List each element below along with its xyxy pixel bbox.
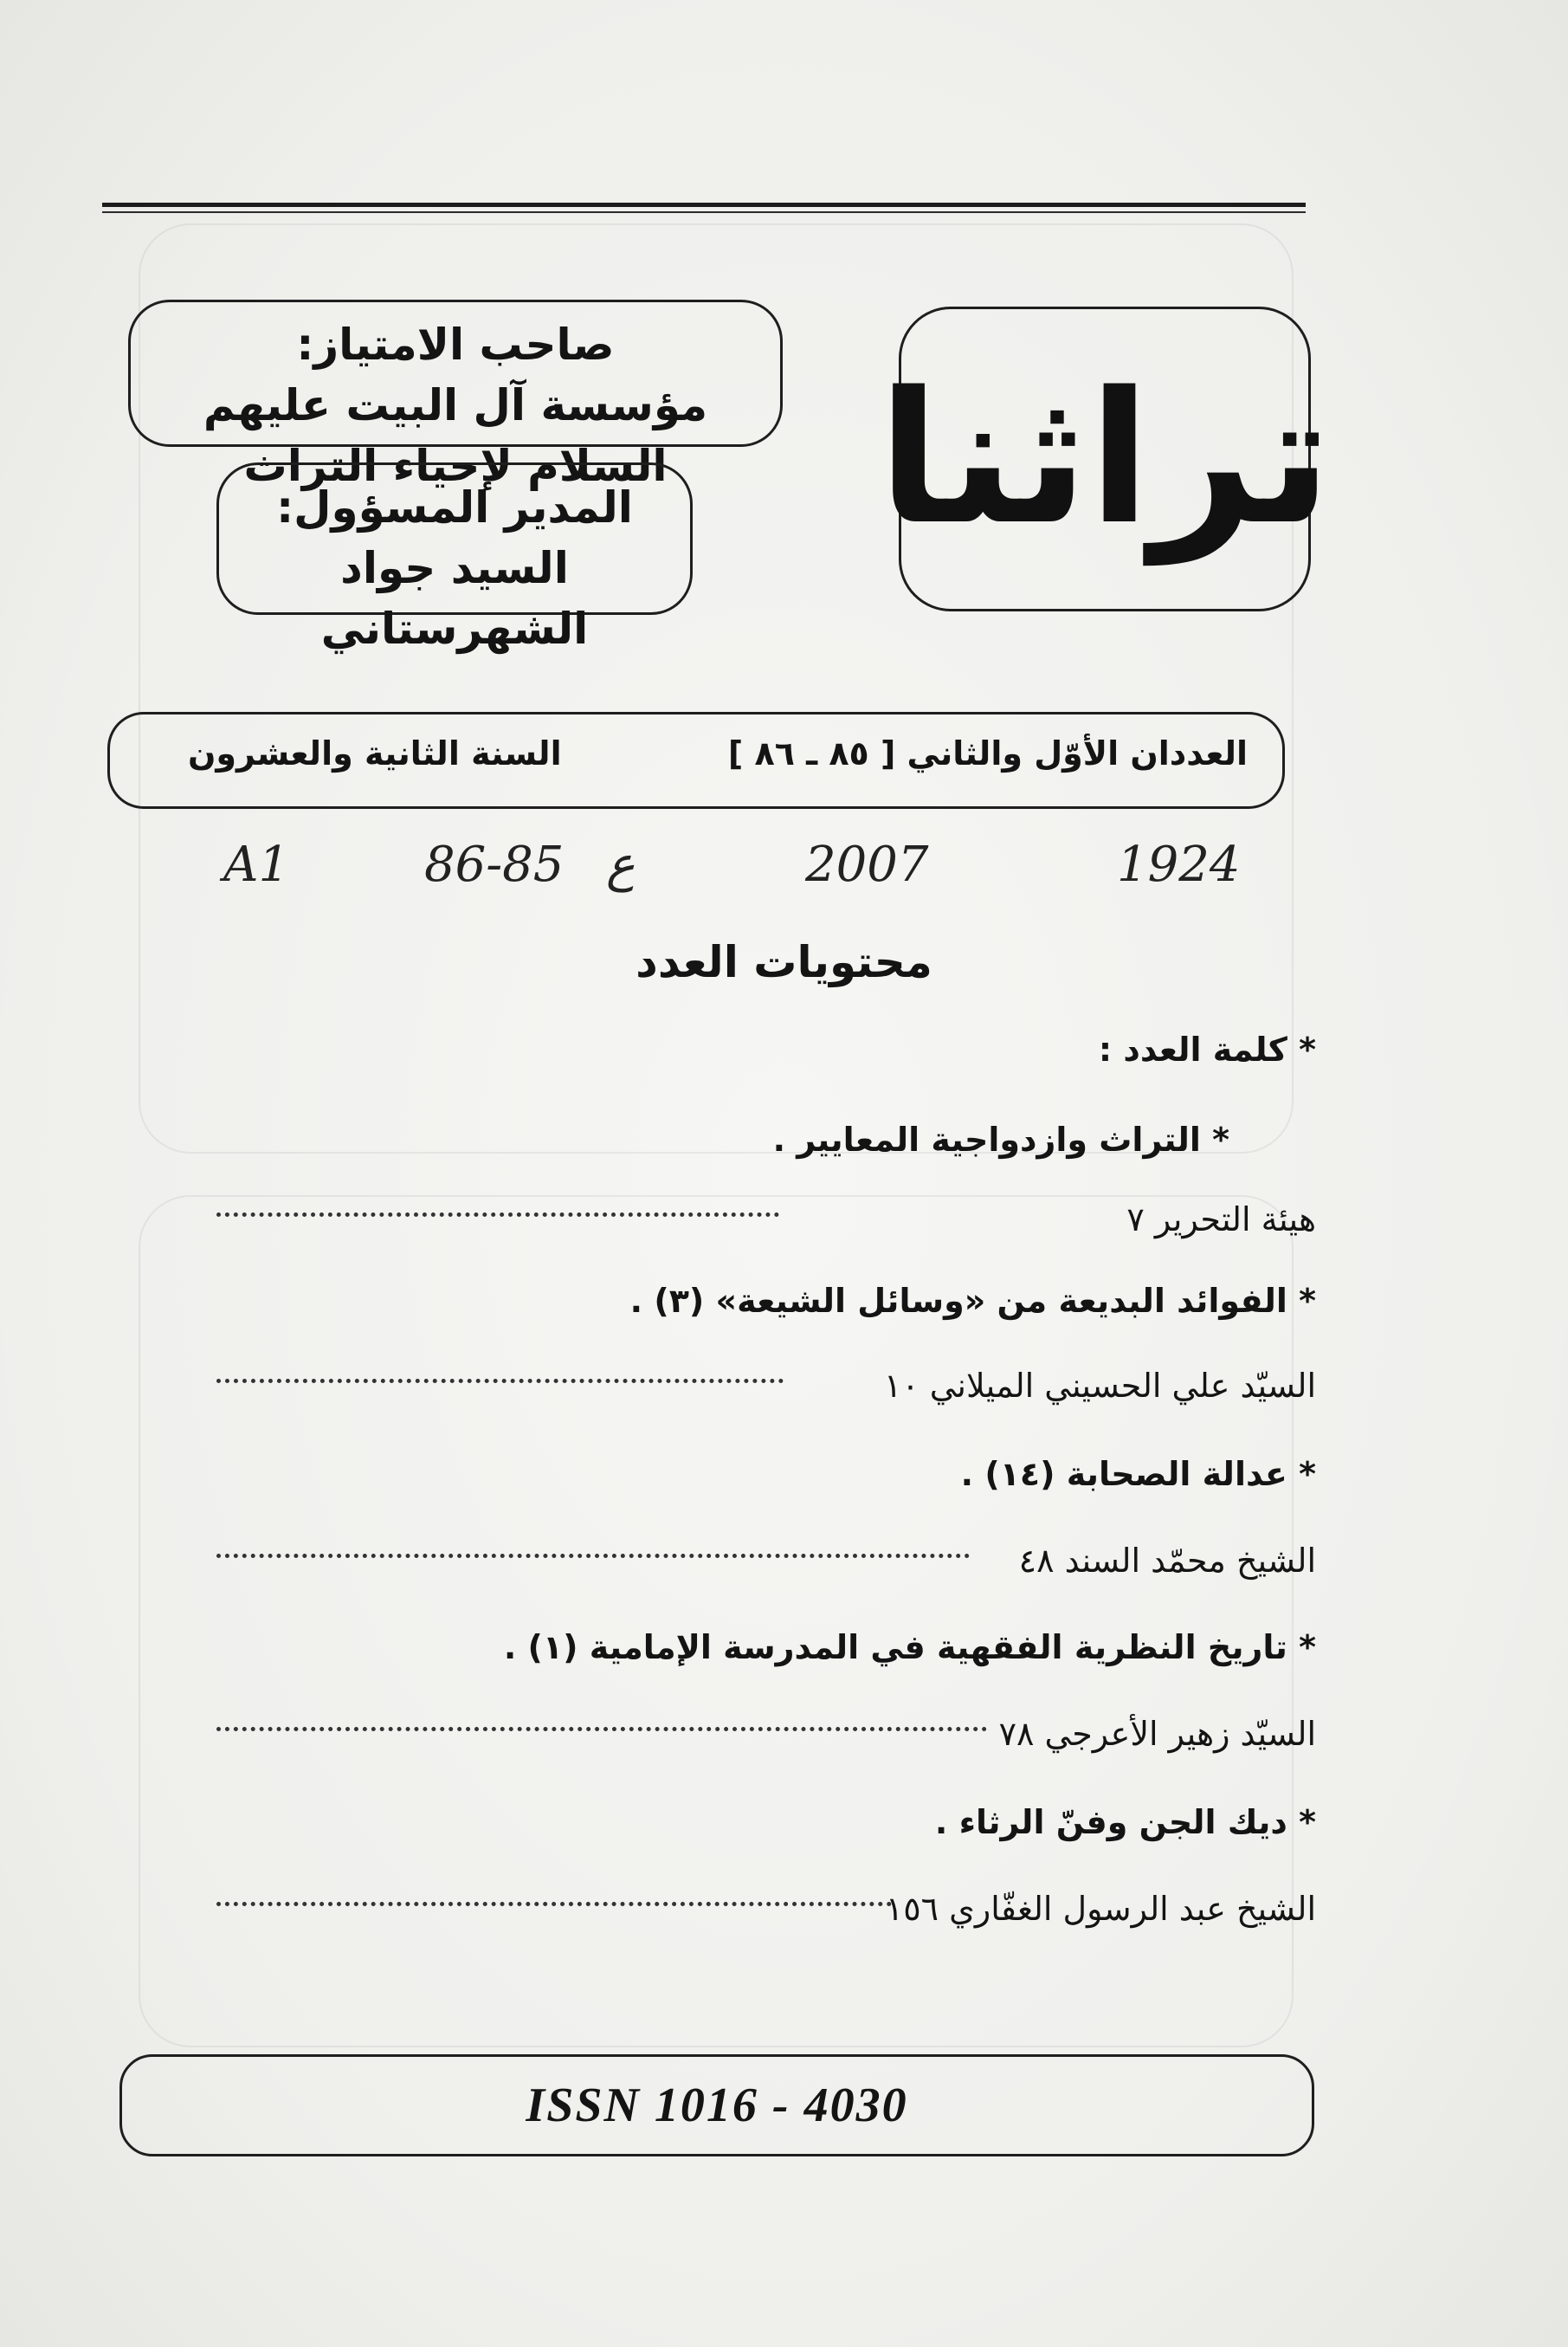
toc-entry bbox=[104, 1367, 1316, 1410]
toc-heading: * الفوائد البديعة من «وسائل الشيعة» (٣) . bbox=[629, 1282, 1316, 1320]
toc-author: هيئة التحرير ٧ bbox=[1126, 1200, 1316, 1238]
dot-leader bbox=[216, 1902, 892, 1906]
issn-box bbox=[119, 2054, 1314, 2156]
toc-heading: * تاريخ النظرية الفقهية في المدرسة الإمامية (١) . bbox=[503, 1628, 1316, 1666]
handwritten-note: 86-85 bbox=[424, 837, 565, 893]
toc-entry bbox=[104, 1200, 1316, 1244]
toc-author: الشيخ عبد الرسول الغفّاري ١٥٦ bbox=[885, 1890, 1316, 1928]
toc-heading: * عدالة الصحابة (١٤) . bbox=[960, 1455, 1316, 1493]
manager-label: المدير المسؤول: bbox=[276, 482, 633, 533]
handwritten-note: 1924 bbox=[1117, 837, 1241, 893]
issue-year: السنة الثانية والعشرون bbox=[188, 734, 562, 773]
toc-entry bbox=[104, 1715, 1316, 1758]
toc-author: السيّد زهير الأعرجي ٧٨ bbox=[998, 1715, 1316, 1753]
handwritten-note: ع bbox=[606, 837, 636, 893]
toc-entry bbox=[104, 1890, 1316, 1933]
toc-author: السيّد علي الحسيني الميلاني ١٠ bbox=[883, 1367, 1316, 1405]
handwritten-note: A1 bbox=[223, 837, 290, 893]
issn: ISSN 1016 - 4030 bbox=[526, 2079, 908, 2132]
toc-heading: * كلمة العدد : bbox=[1098, 1031, 1316, 1069]
dot-leader bbox=[216, 1379, 784, 1383]
table-of-contents bbox=[104, 1031, 1316, 1983]
toc-author: الشيخ محمّد السند ٤٨ bbox=[1018, 1542, 1316, 1580]
dot-leader bbox=[216, 1212, 779, 1217]
issue-box bbox=[107, 712, 1285, 809]
top-rule-thin bbox=[102, 211, 1306, 213]
manager-name: السيد جواد الشهرستاني bbox=[320, 543, 589, 654]
owner-name: مؤسسة آل البيت عليهم السلام لإحياء التراث bbox=[203, 380, 708, 491]
magazine-logo: تراثنا bbox=[877, 352, 1332, 565]
toc-heading: * التراث وازدواجية المعايير . bbox=[772, 1121, 1229, 1159]
top-rule bbox=[102, 203, 1306, 207]
owner-box bbox=[128, 300, 783, 491]
contents-title: محتويات العدد bbox=[636, 937, 932, 987]
dot-leader bbox=[216, 1727, 987, 1731]
manager-box bbox=[216, 462, 693, 654]
toc-heading: * ديك الجن وفنّ الرثاء . bbox=[934, 1803, 1316, 1841]
issue-numbers: العددان الأوّل والثاني [ ٨٥ ـ ٨٦ ] bbox=[727, 734, 1248, 773]
owner-label: صاحب الامتياز: bbox=[296, 320, 615, 370]
handwritten-note: 2007 bbox=[805, 837, 929, 893]
dot-leader bbox=[216, 1554, 970, 1558]
toc-entry bbox=[104, 1542, 1316, 1585]
magazine-logo-box bbox=[877, 307, 1332, 611]
